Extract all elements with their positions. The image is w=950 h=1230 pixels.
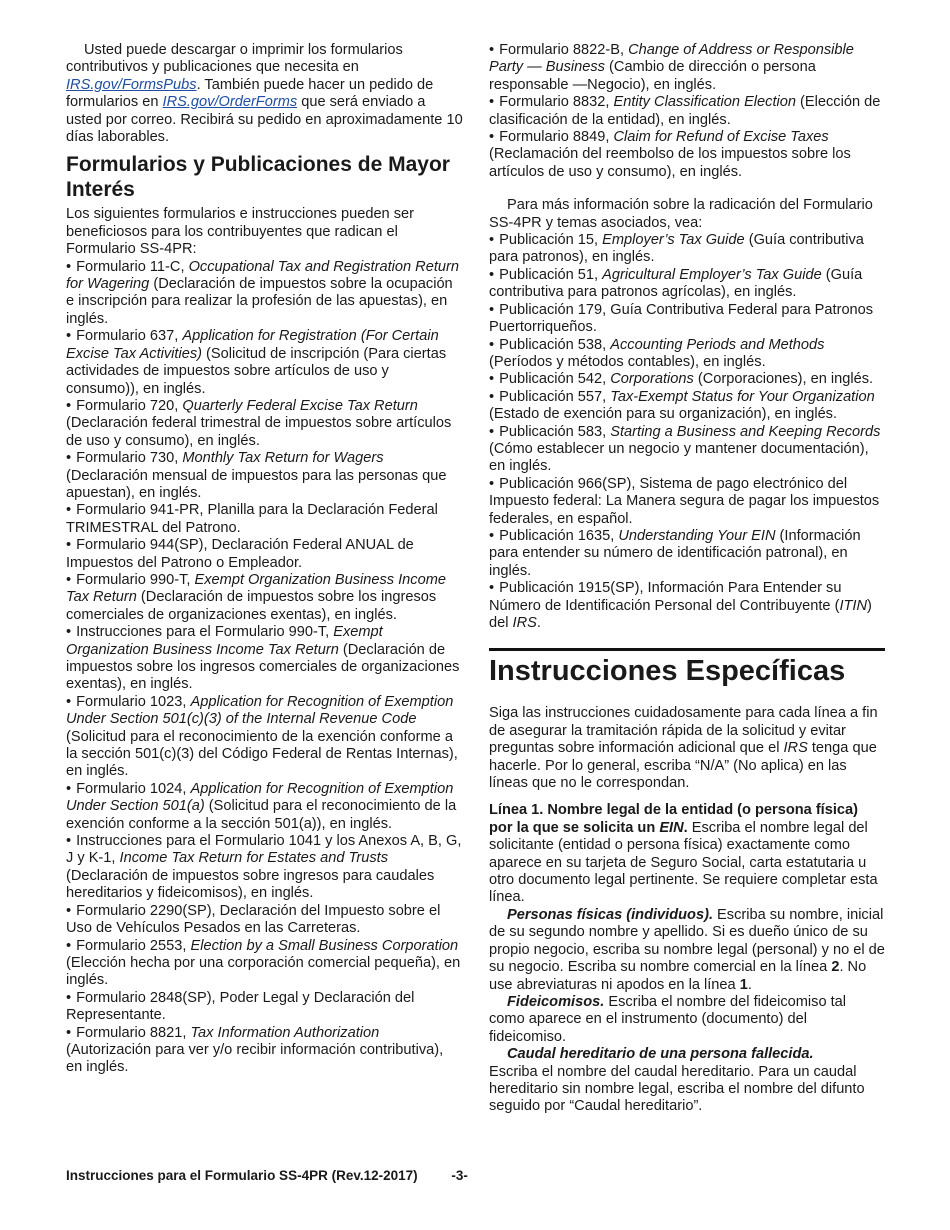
list-item: • Formulario 941-PR, Planilla para la Declaración Federal TRIMESTRAL del Patrono. [66, 502, 438, 536]
list-item: • Formulario 8849, Claim for Refund of Excise Taxes (Reclamación del reembolso de los impuestos sobre los artículos de uso y consumo), en inglés. [489, 129, 851, 180]
list-item: • Formulario 8822-B, Change of Address or Responsible Party — Business (Cambio de dirección o persona responsable —Negocio), en inglés. [489, 42, 854, 93]
forms-list [66, 259, 463, 1077]
list-item: • Formulario 8832, Entity Classification Election (Elección de clasificación de la entidad), en inglés. [489, 94, 881, 128]
list-item: • Publicación 583, Starting a Business and Keeping Records (Cómo establecer un negocio y mantener documentación), en inglés. [489, 423, 881, 475]
publications-list [489, 232, 885, 580]
bullet-icon: • [489, 232, 495, 249]
bullet-icon: • [66, 328, 72, 345]
bullet-icon: • [66, 780, 72, 797]
bullet-icon: • [489, 371, 495, 388]
bullet-icon: • [489, 129, 495, 146]
bullet-icon: • [489, 301, 495, 318]
bullet-icon: • [489, 388, 495, 405]
list-item: • Publicación 966(SP), Sistema de pago electrónico del Impuesto federal: La Manera segura de pagar los impuestos federales, en español. [489, 475, 880, 527]
line1-paragraph: Línea 1. Nombre legal de la entidad (o persona física) por la que se solicita un EIN. Escriba el nombre legal del solicitante (entidad o persona física) exactamente como aparece en su tarjeta de Seguro Social, carta estatutaria u otro documento legal pertinente. Se requiere completar esta línea. [489, 802, 878, 906]
intro-paragraph [66, 42, 463, 146]
bullet-icon: • [66, 537, 72, 554]
list-item: • Publicación 15, Employer’s Tax Guide (Guía contributiva para patronos), en inglés. [489, 232, 864, 266]
bullet-icon: • [66, 502, 72, 519]
bullet-icon: • [66, 258, 72, 275]
forms-pubs-link[interactable]: IRS.gov/FormsPubs [66, 76, 197, 93]
list-item: • Formulario 637, Application for Registration (For Certain Excise Tax Activities) (Solicitud de inscripción (Para ciertas actividades de impuestos sobre artículos de uso y consumo)), en inglés. [66, 328, 447, 397]
list-item: • Formulario 8821, Tax Information Authorization (Autorización para ver y/o recibir información contributiva), en inglés. [66, 1024, 444, 1076]
left-column [66, 42, 463, 1077]
list-item: • Publicación 51, Agricultural Employer’s Tax Guide (Guía contributiva para patronos agrícolas), en inglés. [489, 266, 863, 301]
list-item: • Publicación 1635, Understanding Your EIN (Información para entender su número de identificación patronal), en inglés. [489, 527, 861, 579]
intro-text: que será enviado a usted por correo. Recibirá su pedido en aproximadamente 10 días laborables. [66, 94, 463, 146]
footer-title: Instrucciones para el Formulario SS-4PR (Rev.12-2017) [66, 1168, 418, 1183]
list-item: • Formulario 2290(SP), Declaración del Impuesto sobre el Uso de Vehículos Pesados en las Carreteras. [66, 902, 441, 937]
bullet-icon: • [489, 42, 495, 58]
bullet-icon: • [66, 902, 72, 919]
list-item: • Formulario 944(SP), Declaración Federal ANUAL de Impuestos del Patrono o Empleador. [66, 537, 414, 571]
intro-text: . También puede hacer un pedido de formularios en [66, 76, 434, 111]
bullet-icon: • [489, 475, 495, 492]
list-item: • Publicación 538, Accounting Periods and Methods (Períodos y métodos contables), en inglés. [489, 336, 825, 370]
list-item: • Formulario 11-C, Occupational Tax and Registration Return for Wagering (Declaración de impuestos sobre la ocupación e inscripción para realizar la profesión de las apuestas), en inglés. [66, 258, 459, 327]
estate-paragraph: Escriba el nombre del caudal hereditario. Para un caudal hereditario sin nombre legal, escriba el nombre del difunto seguido por “Caudal hereditario”. [489, 1063, 865, 1115]
bullet-icon: • [489, 266, 495, 283]
right-column [489, 42, 885, 1116]
individuals-paragraph: Personas físicas (individuos). Escriba su nombre, inicial de su segundo nombre y apellido. Si es dueño único de su propio negocio, escriba su nombre legal (personal) y no el de su negocio. Escriba su nombre comercial en la línea 2. No use abreviaturas ni apodos en la línea 1. [489, 906, 885, 993]
list-item: • Publicación 557, Tax-Exempt Status for Your Organization (Estado de exención para su organización), en inglés. [489, 388, 875, 423]
bullet-icon: • [489, 94, 495, 111]
estate-title: Caudal hereditario de una persona fallecida. [507, 1046, 814, 1063]
intro-text: Usted puede descargar o imprimir los formularios contributivos y publicaciones que necesita en [66, 42, 403, 76]
list-item: • Publicación 542, Corporations (Corporaciones), en inglés. [489, 371, 874, 388]
order-forms-link[interactable]: IRS.gov/OrderForms [162, 94, 298, 111]
bullet-icon: • [66, 989, 72, 1006]
section-divider [489, 648, 885, 651]
instructions-paragraph: Siga las instrucciones cuidadosamente para cada línea a fin de asegurar la tramitación rápida de la solicitud y evitar preguntas sobre información adicional que el IRS tenga que hacerle. Por lo general, escriba “N/A” (No aplica) en las líneas que no le correspondan. [489, 705, 878, 792]
page-footer [66, 1168, 468, 1183]
list-item: • Formulario 1024, Application for Recognition of Exemption Under Section 501(a) (Solicitud para el reconocimiento de la exención conforme a la sección 501(a)), en inglés. [66, 780, 457, 832]
bullet-icon: • [66, 571, 72, 588]
list-item: • Formulario 2553, Election by a Small Business Corporation (Elección hecha por una corporación comercial pequeña), en inglés. [66, 937, 461, 989]
bullet-icon: • [66, 937, 72, 954]
trusts-paragraph: Fideicomisos. Escriba el nombre del fideicomiso tal como aparece en el instrumento (documento) del fideicomiso. [489, 993, 847, 1045]
bullet-icon: • [66, 624, 72, 641]
list-item: • Instrucciones para el Formulario 990-T, Exempt Organization Business Income Tax Return (Declaración de impuestos sobre los ingresos comerciales de organizaciones exentas), en inglés. [66, 624, 460, 693]
list-item: • Instrucciones para el Formulario 1041 y los Anexos A, B, G, J y K-1, Income Tax Return for Estates and Trusts (Declaración de impuestos sobre ingresos para caudales hereditarios y fideicomisos), en inglés. [66, 833, 462, 902]
forms-list-continued [489, 42, 885, 181]
list-item: • Formulario 1023, Application for Recognition of Exemption Under Section 501(c)(3) of the Internal Revenue Code (Solicitud para el reconocimiento de la exención conforme a la sección 501(c)(3) del Código Federal de Rentas Internas), en inglés. [66, 693, 458, 780]
bullet-icon: • [66, 833, 72, 850]
bullet-icon: • [489, 527, 495, 544]
list-item: • Formulario 720, Quarterly Federal Excise Tax Return (Declaración federal trimestral de impuestos sobre artículos de uso y consumo), en inglés. [66, 397, 452, 449]
bullet-icon: • [489, 423, 495, 440]
list-item: • Formulario 2848(SP), Poder Legal y Declaración del Representante. [66, 989, 415, 1024]
bullet-icon: • [66, 450, 72, 467]
more-info-paragraph: Para más información sobre la radicación del Formulario SS-4PR y temas asociados, vea: [489, 197, 873, 231]
list-item: • Formulario 730, Monthly Tax Return for Wagers (Declaración mensual de impuestos para las personas que apuestan), en inglés. [66, 450, 447, 501]
list-item: • Publicación 1915(SP), Información Para Entender su Número de Identificación Personal del Contribuyente (ITIN) del IRS. [489, 580, 872, 631]
bullet-icon: • [489, 336, 495, 353]
list-item: • Publicación 179, Guía Contributiva Federal para Patronos Puertorriqueños. [489, 301, 874, 336]
forms-lead: Los siguientes formularios e instrucciones pueden ser beneficiosos para los contribuyentes que radican el Formulario SS-4PR: [66, 206, 415, 258]
bullet-icon: • [66, 1024, 72, 1041]
bullet-icon: • [66, 693, 72, 710]
bullet-icon: • [66, 397, 72, 414]
section-title: Instrucciones Específicas [489, 655, 846, 688]
list-item: • Formulario 990-T, Exempt Organization Business Income Tax Return (Declaración de impuestos sobre los ingresos comerciales de organizaciones exentas), en inglés. [66, 571, 446, 623]
forms-heading: Formularios y Publicaciones de Mayor Interés [66, 153, 450, 202]
page-number: -3- [451, 1168, 468, 1183]
